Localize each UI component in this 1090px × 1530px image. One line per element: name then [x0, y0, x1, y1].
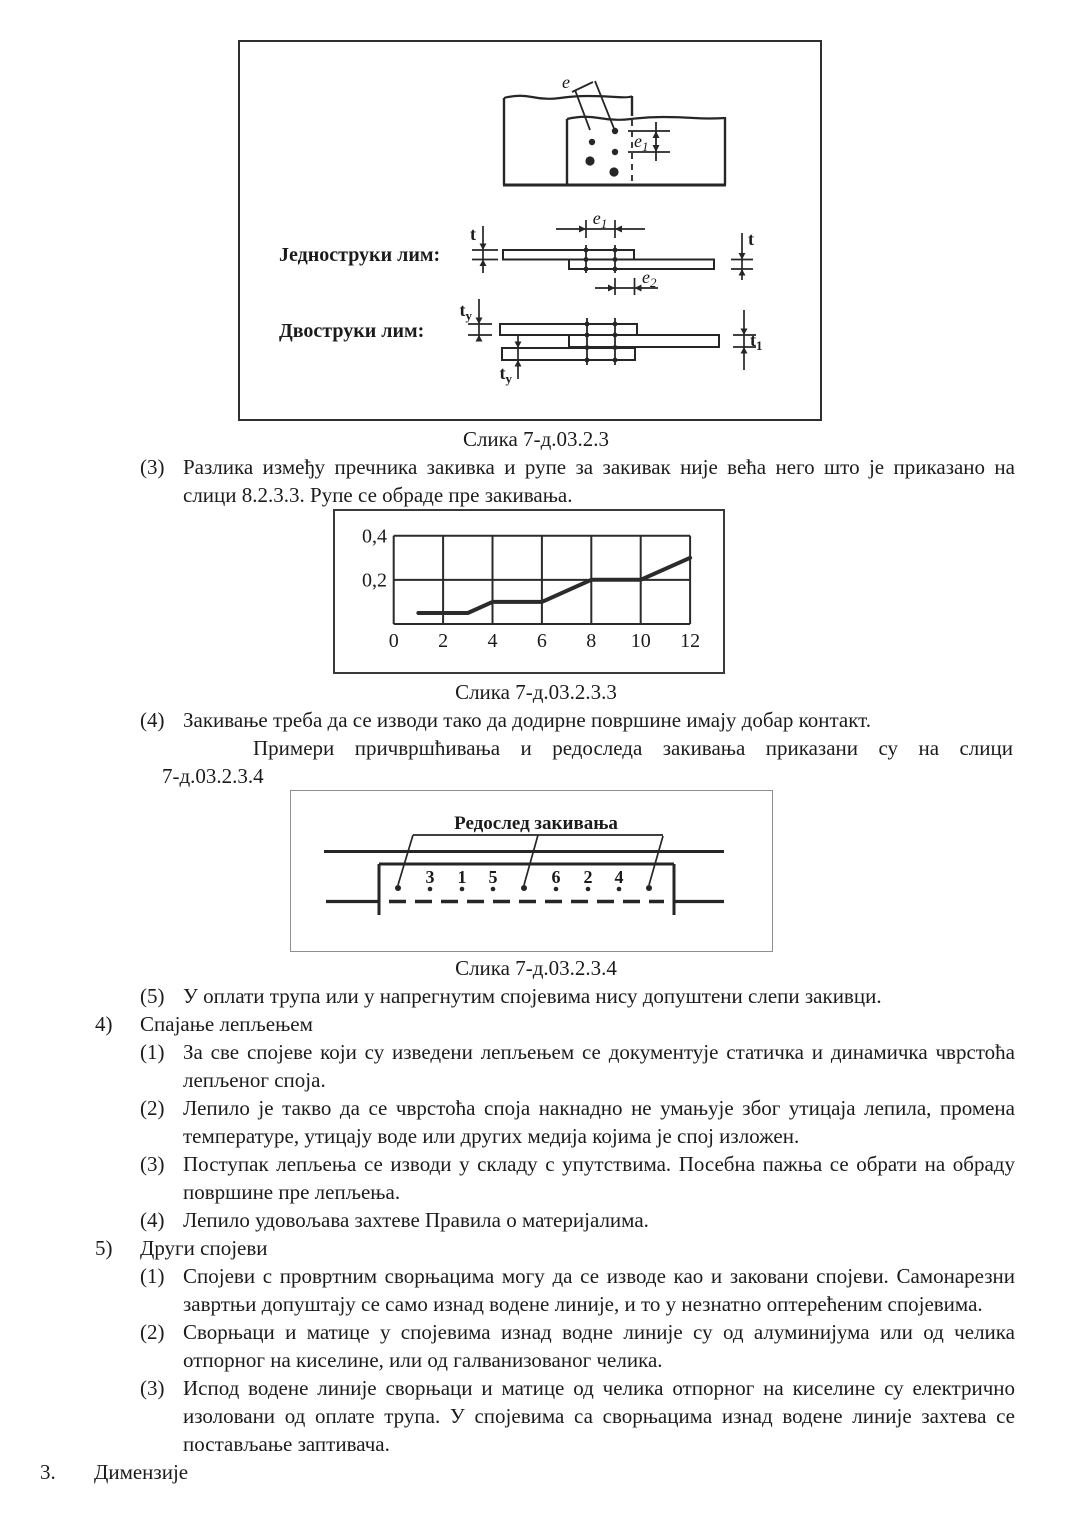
- list-item-4: [140, 706, 1015, 734]
- section-number: 5): [95, 1236, 113, 1260]
- section-3-dimensions: [40, 1458, 1015, 1486]
- rivet-dots: [585, 128, 618, 177]
- dimension-e: [572, 81, 615, 131]
- svg-text:6: 6: [536, 630, 547, 652]
- list-item: [140, 1094, 1015, 1150]
- section-number: 4): [95, 1012, 113, 1036]
- list-item: [140, 1150, 1015, 1206]
- figure-riveting-sequence: [290, 790, 773, 952]
- y-tick-04: 0,4: [362, 525, 387, 548]
- item-number: (1): [140, 1264, 165, 1288]
- item-number: (3): [140, 455, 165, 479]
- item-number: (1): [140, 1040, 165, 1064]
- item-text: Разлика између пречника закивка и рупе за закивак није већа него што је приказано на слици 8.2.3.3. Рупе се обраде пре закивања.: [183, 455, 1015, 507]
- item-4-continuation: Примери причвршћивања и редоследа закивања приказани су на слици: [253, 736, 1013, 760]
- label-e1-plan: $e_1$: [634, 131, 649, 154]
- figure3-caption: Слика 7-д.03.2.3.4: [455, 956, 617, 980]
- svg-text:4: 4: [614, 867, 624, 887]
- item-number: (3): [140, 1376, 165, 1400]
- svg-text:12: 12: [680, 630, 701, 652]
- item-number: (4): [140, 708, 165, 732]
- figure1-caption: Слика 7-д.03.2.3: [462, 427, 610, 451]
- label-single-sheet: Једноструки лим:: [279, 244, 441, 266]
- figure-chart: [333, 509, 725, 674]
- svg-text:3: 3: [425, 867, 435, 887]
- section-title: Спајање лепљењем: [140, 1012, 313, 1036]
- label-t-left: t: [470, 224, 476, 244]
- label-e1: $e_1$: [592, 208, 608, 231]
- item-text: Лепило удовољава захтеве Правила о материјалима.: [183, 1208, 649, 1232]
- y-tick-02: 0,2: [362, 569, 387, 592]
- figure-riveted-joints: [238, 40, 822, 421]
- single-lap-joint: [472, 220, 753, 295]
- section-5-heading: [95, 1234, 1015, 1262]
- item-number: (2): [140, 1320, 165, 1344]
- chart-line: [418, 558, 690, 613]
- item-text: За све спојеве који су изведени лепљењем се документује статичка и динамичка чврстоћа лепљеног споја.: [183, 1040, 1015, 1092]
- svg-text:0: 0: [388, 630, 399, 652]
- svg-text:5: 5: [488, 867, 498, 887]
- item-4-figure-ref: 7-д.03.2.3.4: [162, 764, 264, 788]
- chart-grid: [394, 536, 690, 624]
- item-text: Поступак лепљења се изводи у складу с упутствима. Посебна пажња се обрати на обраду површине пре лепљења.: [183, 1152, 1015, 1204]
- item-text: Лепило је такво да се чврстоћа споја накнадно не умањује због утицаја лепила, промена температуре, утицају воде или других медија којима је спој изложен.: [183, 1096, 1015, 1148]
- chart-x-ticks: [389, 630, 700, 652]
- item-number: (5): [140, 984, 165, 1008]
- item-text: Спојеви с провртним сворњацима могу да се изводе као и заковани спојеви. Самонарезни завртњи допуштају се само изнад водене линије, и то у незнатно оптерећеним спојевима.: [183, 1264, 1015, 1316]
- svg-text:1: 1: [457, 867, 467, 887]
- svg-text:6: 6: [551, 867, 561, 887]
- svg-text:4: 4: [487, 630, 498, 652]
- figure2-caption: Слика 7-д.03.2.3.3: [455, 680, 617, 704]
- item-text: Закивање треба да се изводи тако да додирне површине имају добар контакт.: [183, 708, 871, 732]
- label-double-sheet: Двоструки лим:: [279, 320, 425, 342]
- list-item-5: [140, 982, 1015, 1010]
- svg-text:2: 2: [583, 867, 593, 887]
- label-ty-top: $t_y$: [459, 300, 472, 323]
- section-title: Други спојеви: [140, 1236, 268, 1260]
- double-lap-joint: [468, 299, 756, 379]
- section-4-heading: [95, 1010, 1015, 1038]
- list-item: [140, 1374, 1015, 1458]
- svg-text:2: 2: [438, 630, 449, 652]
- label-e: e: [562, 72, 570, 92]
- list-item: [140, 1262, 1015, 1318]
- rivets: [585, 318, 618, 365]
- item-text: У оплати трупа или у напрегнутим спојевима нису допуштени слепи закивци.: [183, 984, 882, 1008]
- section-title: Димензије: [94, 1460, 189, 1484]
- figure-riveted-joints-drawing: [240, 42, 820, 419]
- svg-text:8: 8: [586, 630, 597, 652]
- plan-view: [503, 81, 726, 185]
- item-text: Испод водене линије сворњаци и матице од челика отпорног на киселине су електрично изоловани од оплате трупа. У спојевима са сворњацима изнад водене линије захтева се постављање заптивача.: [183, 1376, 1015, 1456]
- list-item: [140, 1318, 1015, 1374]
- item-number: (4): [140, 1208, 165, 1232]
- list-item: [140, 1038, 1015, 1094]
- label-ty-bottom: $t_y$: [499, 363, 512, 386]
- item-number: (3): [140, 1152, 165, 1176]
- svg-text:10: 10: [630, 630, 651, 652]
- section-number: 3.: [40, 1460, 56, 1484]
- list-item-3: [140, 453, 1015, 509]
- sequence-title: Редослед закивања: [454, 813, 618, 834]
- item-text: Сворњаци и матице у спојевима изнад водне линије су од алуминијума или од челика отпорног на киселине, или од галванизованог челика.: [183, 1320, 1015, 1372]
- label-e2: $e_2$: [642, 267, 657, 290]
- label-t1: $t_1$: [750, 330, 763, 353]
- label-t-right: t: [748, 229, 754, 249]
- riveting-sequence-drawing: [291, 791, 772, 951]
- chart-y-ticks: [362, 526, 387, 592]
- list-item: [140, 1206, 1015, 1234]
- chart: [335, 511, 723, 672]
- item-number: (2): [140, 1096, 165, 1120]
